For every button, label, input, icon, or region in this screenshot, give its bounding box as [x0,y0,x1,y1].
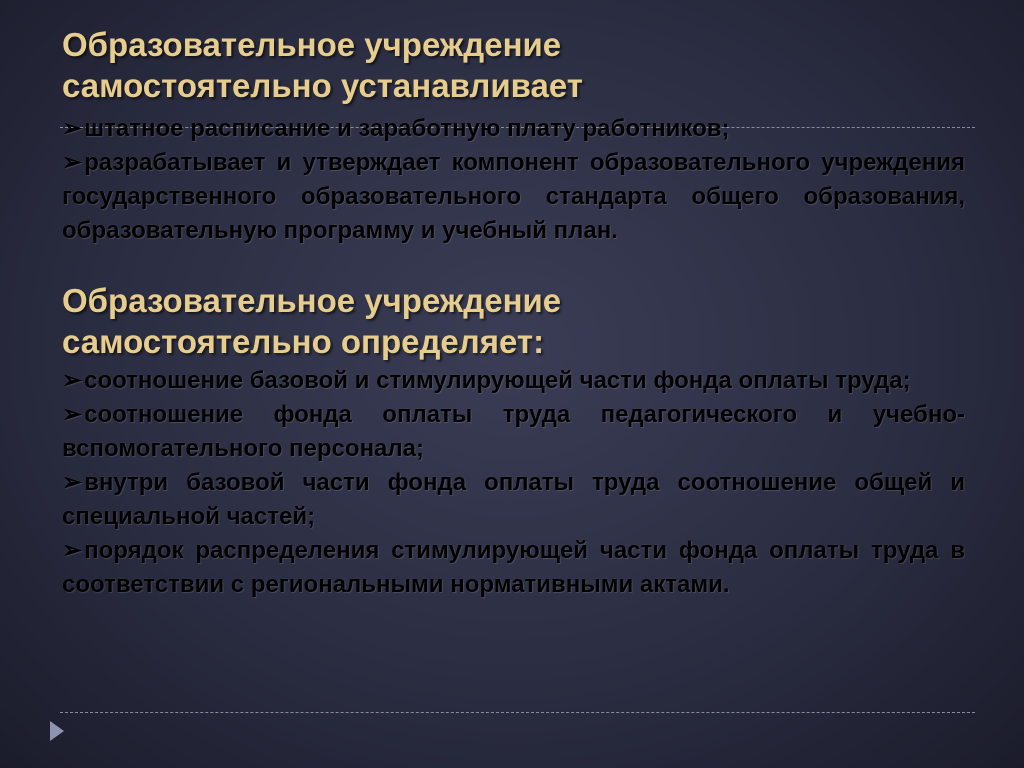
list-item-text: внутри базовой части фонда оплаты труда соотношение общей и специальной частей; [62,469,965,530]
section-2-heading-line: Образовательное учреждение [62,282,562,319]
section-1-heading [62,24,965,106]
bottom-divider [60,712,975,713]
section-1-heading-line: самостоятельно устанавливает [62,67,583,104]
slide-content [62,24,965,602]
list-item-text: соотношение фонда оплаты труда педагогического и учебно-вспомогательного персонала; [62,401,965,462]
section-1-heading-line: Образовательное учреждение [62,26,562,63]
section-1-list [62,112,965,248]
list-item-text: порядок распределения стимулирующей части фонда оплаты труда в соответствии с региональными нормативными актами. [62,537,965,598]
play-triangle-icon[interactable] [50,721,64,741]
bullet-arrow-icon: ➢ [62,469,83,496]
list-item [62,112,965,146]
section-2-list [62,364,965,602]
list-item [62,534,965,602]
list-item-text: штатное расписание и заработную плату работников; [84,115,730,142]
section-2-heading [62,280,965,362]
list-item [62,466,965,534]
list-item-text: разрабатывает и утверждает компонент образовательного учреждения государственного образовательного стандарта общего образования, образовательную программу и учебный план. [62,149,965,244]
bullet-arrow-icon: ➢ [62,149,83,176]
bullet-arrow-icon: ➢ [62,401,83,428]
bullet-arrow-icon: ➢ [62,367,83,394]
bullet-arrow-icon: ➢ [62,115,83,142]
bullet-arrow-icon: ➢ [62,537,83,564]
list-item [62,398,965,466]
list-item [62,146,965,248]
list-item-text: соотношение базовой и стимулирующей части фонда оплаты труда; [84,367,911,394]
section-2-heading-line: самостоятельно определяет: [62,323,545,360]
list-item [62,364,965,398]
